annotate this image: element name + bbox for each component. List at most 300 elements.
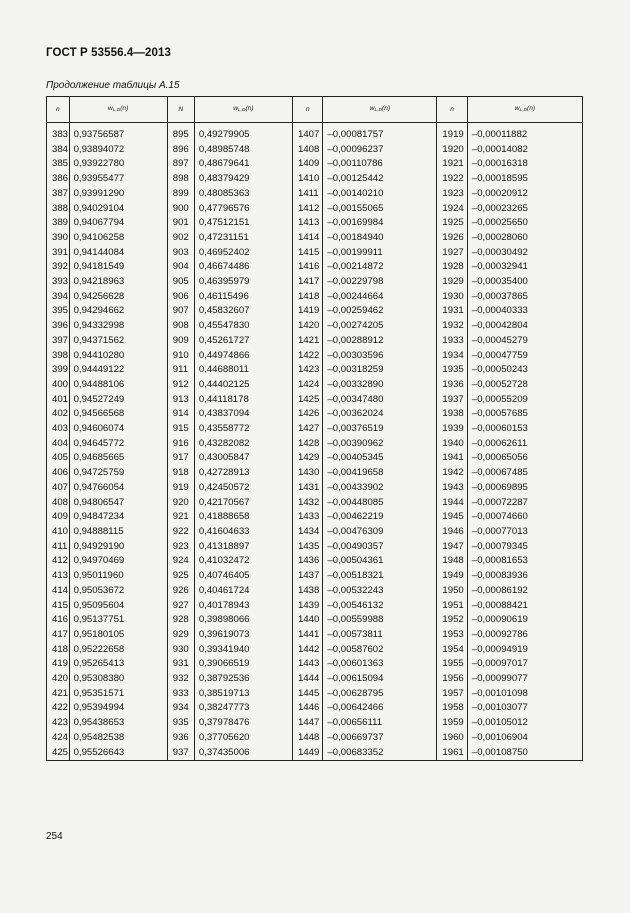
table-row (47, 422, 583, 437)
index-cell: 937 (167, 746, 194, 761)
value-cell: 0,39066519 (194, 657, 292, 672)
index-cell: 1444 (292, 672, 322, 687)
index-cell: 423 (47, 716, 70, 731)
index-cell: 1939 (437, 422, 467, 437)
table-row (47, 246, 583, 261)
index-cell: 1419 (292, 304, 322, 319)
value-cell: –0,00405345 (323, 451, 437, 466)
table-row (47, 613, 583, 628)
value-cell: 0,94256628 (69, 290, 167, 305)
value-cell: –0,00018595 (467, 172, 582, 187)
table-row (47, 319, 583, 334)
index-cell: 931 (167, 657, 194, 672)
table-row (47, 128, 583, 143)
table-row (47, 393, 583, 408)
value-cell: –0,00023265 (467, 202, 582, 217)
index-cell: 919 (167, 481, 194, 496)
index-cell: 1953 (437, 628, 467, 643)
index-cell: 1940 (437, 437, 467, 452)
value-cell: 0,94645772 (69, 437, 167, 452)
table-row (47, 187, 583, 202)
index-cell: 915 (167, 422, 194, 437)
value-cell: 0,94606074 (69, 422, 167, 437)
index-cell: 1948 (437, 554, 467, 569)
index-cell: 408 (47, 496, 70, 511)
value-cell: 0,95482538 (69, 731, 167, 746)
header-row (47, 97, 583, 123)
index-cell: 1924 (437, 202, 467, 217)
index-cell: 1958 (437, 701, 467, 716)
index-cell: 897 (167, 157, 194, 172)
value-cell: 0,48985748 (194, 143, 292, 158)
index-cell: 908 (167, 319, 194, 334)
value-cell: –0,00140210 (323, 187, 437, 202)
value-cell: –0,00601363 (323, 657, 437, 672)
index-cell: 1957 (437, 687, 467, 702)
index-cell: 1933 (437, 334, 467, 349)
column-header-symbol: w (369, 105, 375, 112)
value-cell: –0,00274205 (323, 319, 437, 334)
index-cell: 425 (47, 746, 70, 761)
value-cell: 0,42450572 (194, 481, 292, 496)
index-cell: 410 (47, 525, 70, 540)
table-row (47, 216, 583, 231)
value-cell: 0,41032472 (194, 554, 292, 569)
value-cell: 0,94685665 (69, 451, 167, 466)
table-row (47, 334, 583, 349)
index-cell: 1449 (292, 746, 322, 761)
value-cell: 0,94449122 (69, 363, 167, 378)
index-cell: 1433 (292, 510, 322, 525)
index-cell: 896 (167, 143, 194, 158)
value-cell: 0,46674486 (194, 260, 292, 275)
index-cell: 1422 (292, 349, 322, 364)
index-cell: 914 (167, 407, 194, 422)
index-cell: 1949 (437, 569, 467, 584)
index-cell: 907 (167, 304, 194, 319)
index-cell: 1425 (292, 393, 322, 408)
value-cell: –0,00546132 (323, 599, 437, 614)
index-cell: 1412 (292, 202, 322, 217)
value-cell: –0,00669737 (323, 731, 437, 746)
value-cell: –0,00490357 (323, 540, 437, 555)
value-cell: –0,00060153 (467, 422, 582, 437)
table-row (47, 569, 583, 584)
value-cell: 0,46952402 (194, 246, 292, 261)
page-number: 254 (46, 831, 63, 842)
value-cell: 0,38519713 (194, 687, 292, 702)
index-cell: 1418 (292, 290, 322, 305)
index-cell: 904 (167, 260, 194, 275)
value-cell: –0,00244664 (323, 290, 437, 305)
index-cell: 414 (47, 584, 70, 599)
table-row (47, 363, 583, 378)
index-cell: 1922 (437, 172, 467, 187)
value-cell: 0,94218963 (69, 275, 167, 290)
index-cell: 1931 (437, 304, 467, 319)
value-cell: 0,46115496 (194, 290, 292, 305)
index-cell: 1936 (437, 378, 467, 393)
value-cell: –0,00069895 (467, 481, 582, 496)
value-cell: –0,00318259 (323, 363, 437, 378)
index-cell: 416 (47, 613, 70, 628)
document-code: ГОСТ Р 53556.4—2013 (46, 47, 171, 59)
index-cell: 1410 (292, 172, 322, 187)
value-cell: 0,94067794 (69, 216, 167, 231)
index-cell: 1923 (437, 187, 467, 202)
index-cell: 1955 (437, 657, 467, 672)
index-cell: 389 (47, 216, 70, 231)
index-cell: 386 (47, 172, 70, 187)
value-cell: 0,38247773 (194, 701, 292, 716)
value-cell: 0,94566568 (69, 407, 167, 422)
value-cell: 0,45261727 (194, 334, 292, 349)
table-header (47, 97, 583, 123)
value-cell: 0,93756587 (69, 128, 167, 143)
table-row (47, 172, 583, 187)
table-row (47, 599, 583, 614)
index-cell: 1423 (292, 363, 322, 378)
value-cell: –0,00040333 (467, 304, 582, 319)
value-cell: –0,00332890 (323, 378, 437, 393)
value-cell: –0,00050243 (467, 363, 582, 378)
value-cell: –0,00099077 (467, 672, 582, 687)
value-cell: 0,94929190 (69, 540, 167, 555)
value-cell: –0,00086192 (467, 584, 582, 599)
value-cell: –0,00090619 (467, 613, 582, 628)
column-header (292, 97, 322, 123)
column-header (467, 97, 582, 123)
column-header-subscript: L,D (374, 108, 382, 113)
index-cell: 1415 (292, 246, 322, 261)
index-cell: 384 (47, 143, 70, 158)
value-cell: –0,00476309 (323, 525, 437, 540)
index-cell: 411 (47, 540, 70, 555)
index-cell: 911 (167, 363, 194, 378)
value-cell: –0,00047759 (467, 349, 582, 364)
value-cell: –0,00092786 (467, 628, 582, 643)
index-cell: 417 (47, 628, 70, 643)
value-cell: 0,43837094 (194, 407, 292, 422)
index-cell: 932 (167, 672, 194, 687)
index-cell: 901 (167, 216, 194, 231)
column-header (69, 97, 167, 123)
value-cell: –0,00079345 (467, 540, 582, 555)
value-cell: 0,40461724 (194, 584, 292, 599)
column-header-symbol: n (450, 106, 454, 113)
index-cell: 1943 (437, 481, 467, 496)
value-cell: –0,00504361 (323, 554, 437, 569)
index-cell: 1421 (292, 334, 322, 349)
index-cell: 895 (167, 128, 194, 143)
index-cell: 405 (47, 451, 70, 466)
index-cell: 393 (47, 275, 70, 290)
index-cell: 1420 (292, 319, 322, 334)
value-cell: 0,94488106 (69, 378, 167, 393)
value-cell: –0,00020912 (467, 187, 582, 202)
index-cell: 1445 (292, 687, 322, 702)
index-cell: 399 (47, 363, 70, 378)
index-cell: 930 (167, 643, 194, 658)
index-cell: 1440 (292, 613, 322, 628)
value-cell: –0,00088421 (467, 599, 582, 614)
value-cell: 0,41604633 (194, 525, 292, 540)
table-body (47, 123, 583, 761)
value-cell: –0,00037865 (467, 290, 582, 305)
index-cell: 1416 (292, 260, 322, 275)
index-cell: 1952 (437, 613, 467, 628)
column-header (47, 97, 70, 123)
table-row (47, 451, 583, 466)
value-cell: –0,00035400 (467, 275, 582, 290)
value-cell: –0,00155065 (323, 202, 437, 217)
table-row (47, 349, 583, 364)
value-cell: –0,00214872 (323, 260, 437, 275)
table-row (47, 584, 583, 599)
index-cell: 1956 (437, 672, 467, 687)
index-cell: 1426 (292, 407, 322, 422)
index-cell: 395 (47, 304, 70, 319)
index-cell: 923 (167, 540, 194, 555)
value-cell: 0,40178943 (194, 599, 292, 614)
value-cell: –0,00199911 (323, 246, 437, 261)
value-cell: –0,00462219 (323, 510, 437, 525)
column-header (437, 97, 467, 123)
index-cell: 1435 (292, 540, 322, 555)
table-row (47, 260, 583, 275)
value-cell: –0,00628795 (323, 687, 437, 702)
index-cell: 385 (47, 157, 70, 172)
value-cell: –0,00642466 (323, 701, 437, 716)
index-cell: 1443 (292, 657, 322, 672)
index-cell: 1408 (292, 143, 322, 158)
table-row (47, 407, 583, 422)
index-cell: 400 (47, 378, 70, 393)
index-cell: 910 (167, 349, 194, 364)
value-cell: –0,00184940 (323, 231, 437, 246)
table-row (47, 672, 583, 687)
column-header-subscript: L,D (112, 108, 121, 113)
index-cell: 912 (167, 378, 194, 393)
value-cell: –0,00103077 (467, 701, 582, 716)
index-cell: 928 (167, 613, 194, 628)
index-cell: 1942 (437, 466, 467, 481)
value-cell: –0,00518321 (323, 569, 437, 584)
value-cell: –0,00532243 (323, 584, 437, 599)
value-cell: –0,00259462 (323, 304, 437, 319)
index-cell: 383 (47, 128, 70, 143)
column-header-subscript: L,D (519, 108, 528, 113)
data-table (46, 96, 583, 761)
value-cell: 0,42728913 (194, 466, 292, 481)
value-cell: 0,48379429 (194, 172, 292, 187)
value-cell: 0,94847234 (69, 510, 167, 525)
value-cell: 0,43558772 (194, 422, 292, 437)
value-cell: –0,00573811 (323, 628, 437, 643)
index-cell: 413 (47, 569, 70, 584)
value-cell: –0,00065056 (467, 451, 582, 466)
index-cell: 1950 (437, 584, 467, 599)
index-cell: 1919 (437, 128, 467, 143)
index-cell: 1937 (437, 393, 467, 408)
value-cell: –0,00419658 (323, 466, 437, 481)
value-cell: –0,00081653 (467, 554, 582, 569)
value-cell: 0,41318897 (194, 540, 292, 555)
value-cell: 0,94806547 (69, 496, 167, 511)
index-cell: 920 (167, 496, 194, 511)
table-row (47, 554, 583, 569)
column-header (167, 97, 194, 123)
index-cell: 917 (167, 451, 194, 466)
index-cell: 419 (47, 657, 70, 672)
value-cell: 0,94371562 (69, 334, 167, 349)
column-header-argument: (n) (382, 105, 391, 112)
index-cell: 1427 (292, 422, 322, 437)
index-cell: 1414 (292, 231, 322, 246)
index-cell: 924 (167, 554, 194, 569)
index-cell: 1436 (292, 554, 322, 569)
value-cell: 0,95180105 (69, 628, 167, 643)
index-cell: 933 (167, 687, 194, 702)
value-cell: 0,95095604 (69, 599, 167, 614)
value-cell: 0,93955477 (69, 172, 167, 187)
table-row (47, 746, 583, 761)
value-cell: 0,43005847 (194, 451, 292, 466)
index-cell: 921 (167, 510, 194, 525)
index-cell: 1429 (292, 451, 322, 466)
index-cell: 1932 (437, 319, 467, 334)
value-cell: –0,00011882 (467, 128, 582, 143)
index-cell: 1945 (437, 510, 467, 525)
index-cell: 913 (167, 393, 194, 408)
index-cell: 398 (47, 349, 70, 364)
table-row (47, 231, 583, 246)
table-row (47, 437, 583, 452)
value-cell: –0,00110786 (323, 157, 437, 172)
index-cell: 409 (47, 510, 70, 525)
value-cell: 0,93894072 (69, 143, 167, 158)
value-cell: 0,94888115 (69, 525, 167, 540)
value-cell: 0,45832607 (194, 304, 292, 319)
index-cell: 902 (167, 231, 194, 246)
value-cell: 0,95137751 (69, 613, 167, 628)
index-cell: 407 (47, 481, 70, 496)
value-cell: 0,39341940 (194, 643, 292, 658)
index-cell: 1927 (437, 246, 467, 261)
index-cell: 402 (47, 407, 70, 422)
table-row (47, 687, 583, 702)
value-cell: 0,47231151 (194, 231, 292, 246)
value-cell: 0,37705620 (194, 731, 292, 746)
value-cell: 0,95394994 (69, 701, 167, 716)
value-cell: –0,00683352 (323, 746, 437, 761)
index-cell: 1928 (437, 260, 467, 275)
value-cell: 0,94106258 (69, 231, 167, 246)
table-row (47, 525, 583, 540)
index-cell: 1441 (292, 628, 322, 643)
index-cell: 1430 (292, 466, 322, 481)
value-cell: –0,00028060 (467, 231, 582, 246)
value-cell: 0,94294662 (69, 304, 167, 319)
value-cell: –0,00433902 (323, 481, 437, 496)
value-cell: 0,95526643 (69, 746, 167, 761)
value-cell: 0,95308380 (69, 672, 167, 687)
value-cell: –0,00615094 (323, 672, 437, 687)
index-cell: 397 (47, 334, 70, 349)
index-cell: 1442 (292, 643, 322, 658)
index-cell: 1925 (437, 216, 467, 231)
index-cell: 406 (47, 466, 70, 481)
value-cell: –0,00072287 (467, 496, 582, 511)
index-cell: 1448 (292, 731, 322, 746)
value-cell: 0,43282082 (194, 437, 292, 452)
value-cell: –0,00559988 (323, 613, 437, 628)
value-cell: –0,00032941 (467, 260, 582, 275)
index-cell: 1921 (437, 157, 467, 172)
table-row (47, 716, 583, 731)
value-cell: –0,00074660 (467, 510, 582, 525)
value-cell: 0,94029104 (69, 202, 167, 217)
value-cell: 0,46395979 (194, 275, 292, 290)
column-header (323, 97, 437, 123)
index-cell: 1407 (292, 128, 322, 143)
index-cell: 936 (167, 731, 194, 746)
index-cell: 424 (47, 731, 70, 746)
table-row (47, 378, 583, 393)
index-cell: 918 (167, 466, 194, 481)
index-cell: 1947 (437, 540, 467, 555)
index-cell: 900 (167, 202, 194, 217)
value-cell: –0,00062611 (467, 437, 582, 452)
index-cell: 1926 (437, 231, 467, 246)
index-cell: 1960 (437, 731, 467, 746)
value-cell: –0,00303596 (323, 349, 437, 364)
index-cell: 1447 (292, 716, 322, 731)
table-row (47, 643, 583, 658)
index-cell: 1938 (437, 407, 467, 422)
value-cell: –0,00077013 (467, 525, 582, 540)
table-row (47, 481, 583, 496)
index-cell: 391 (47, 246, 70, 261)
value-cell: –0,00376519 (323, 422, 437, 437)
value-cell: –0,00042804 (467, 319, 582, 334)
index-cell: 1930 (437, 290, 467, 305)
value-cell: 0,49279905 (194, 128, 292, 143)
value-cell: –0,00390962 (323, 437, 437, 452)
index-cell: 1946 (437, 525, 467, 540)
column-header-symbol: n (305, 106, 310, 113)
index-cell: 392 (47, 260, 70, 275)
value-cell: 0,45547830 (194, 319, 292, 334)
value-cell: 0,93922780 (69, 157, 167, 172)
value-cell: –0,00097017 (467, 657, 582, 672)
column-header-subscript: L,D (238, 108, 246, 113)
index-cell: 925 (167, 569, 194, 584)
table-row (47, 157, 583, 172)
index-cell: 1935 (437, 363, 467, 378)
value-cell: 0,37978476 (194, 716, 292, 731)
value-cell: –0,00656111 (323, 716, 437, 731)
index-cell: 1920 (437, 143, 467, 158)
value-cell: –0,00362024 (323, 407, 437, 422)
index-cell: 1438 (292, 584, 322, 599)
value-cell: 0,47796576 (194, 202, 292, 217)
index-cell: 418 (47, 643, 70, 658)
value-cell: –0,00052728 (467, 378, 582, 393)
index-cell: 415 (47, 599, 70, 614)
index-cell: 927 (167, 599, 194, 614)
column-header-symbol: n (55, 106, 60, 113)
